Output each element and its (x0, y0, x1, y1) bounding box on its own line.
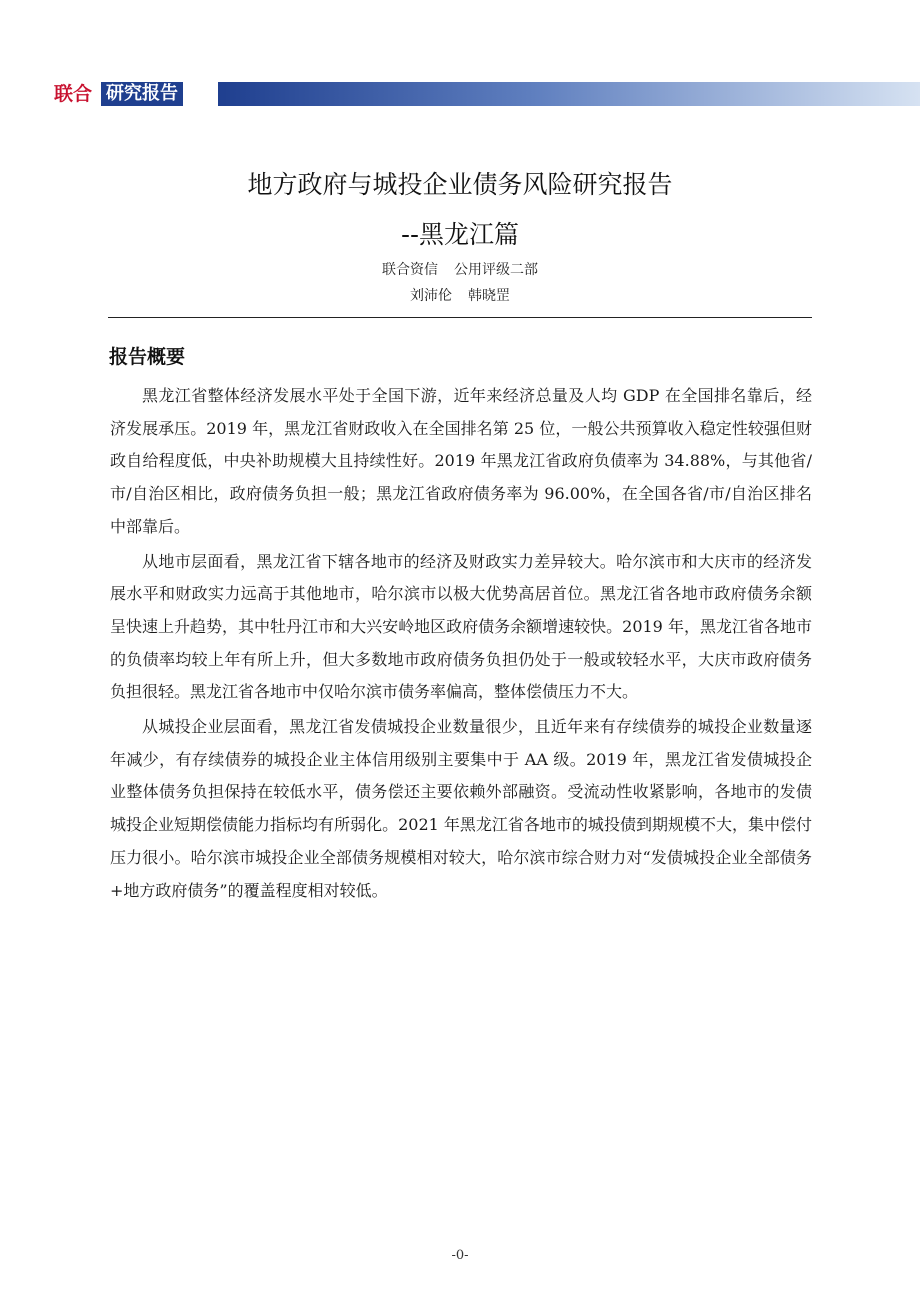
brand-logo-red-text: 联合 (54, 83, 93, 105)
section-heading-summary: 报告概要 (109, 346, 186, 368)
author-name: 韩晓罡 (468, 288, 510, 304)
document-title: 地方政府与城投企业债务风险研究报告 (247, 170, 673, 199)
organization-name: 联合资信 (382, 262, 438, 278)
summary-body (110, 380, 812, 909)
page-number: -0- (451, 1248, 469, 1263)
brand-logo-box-text: 研究报告 (101, 82, 183, 106)
title-divider (108, 317, 812, 318)
summary-paragraph: 从地市层面看，黑龙江省下辖各地市的经济及财政实力差异较大。哈尔滨市和大庆市的经济发展水平和财政实力远高于其他地市，哈尔滨市以极大优势高居首位。黑龙江省各地市政府债务余额呈快速上升趋势，其中牡丹江市和大兴安岭地区政府债务余额增速较快。2019 年，黑龙江省各地市的负债率均较上年有所上升，但大多数地市政府债务负担仍处于一般或较轻水平，大庆市政府债务负担很轻。黑龙江省各地市中仅哈尔滨市债务率偏高，整体偿债压力不大。 (110, 551, 812, 702)
summary-paragraph: 从城投企业层面看，黑龙江省发债城投企业数量很少，且近年来有存续债券的城投企业数量逐年减少，有存续债券的城投企业主体信用级别主要集中于 AA 级。2019 年，黑龙江省发债城投企业整体债务负担保持在较低水平，债务偿还主要依赖外部融资。受流动性收紧影响，各地市的发债城投企业短期偿债能力指标均有所弱化。2021 年黑龙江省各地市的城投债到期规模不大，集中偿付压力很小。哈尔滨市城投企业全部债务规模相对较大，哈尔滨市综合财力对“发债城投企业全部债务+地方政府债务”的覆盖程度相对较低。 (110, 717, 812, 900)
author-name: 刘沛伦 (410, 288, 452, 304)
summary-paragraph: 黑龙江省整体经济发展水平处于全国下游，近年来经济总量及人均 GDP 在全国排名靠后，经济发展承压。2019 年，黑龙江省财政收入在全国排名第 25 位，一般公共预算收入稳定性较强但财政自给程度低，中央补助规模大且持续性好。2019 年黑龙江省政府负债率为 34.88%，与其他省/市/自治区相比，政府债务负担一般；黑龙江省政府债务率为 96.00%，在全国各省/市/自治区排名中部靠后。 (110, 386, 812, 536)
header-banner (0, 80, 920, 108)
header-gradient-bar (218, 82, 920, 106)
department-name: 公用评级二部 (454, 262, 538, 278)
document-subtitle: --黑龙江篇 (400, 220, 520, 249)
author-line (0, 286, 920, 306)
organization-line (0, 260, 920, 280)
